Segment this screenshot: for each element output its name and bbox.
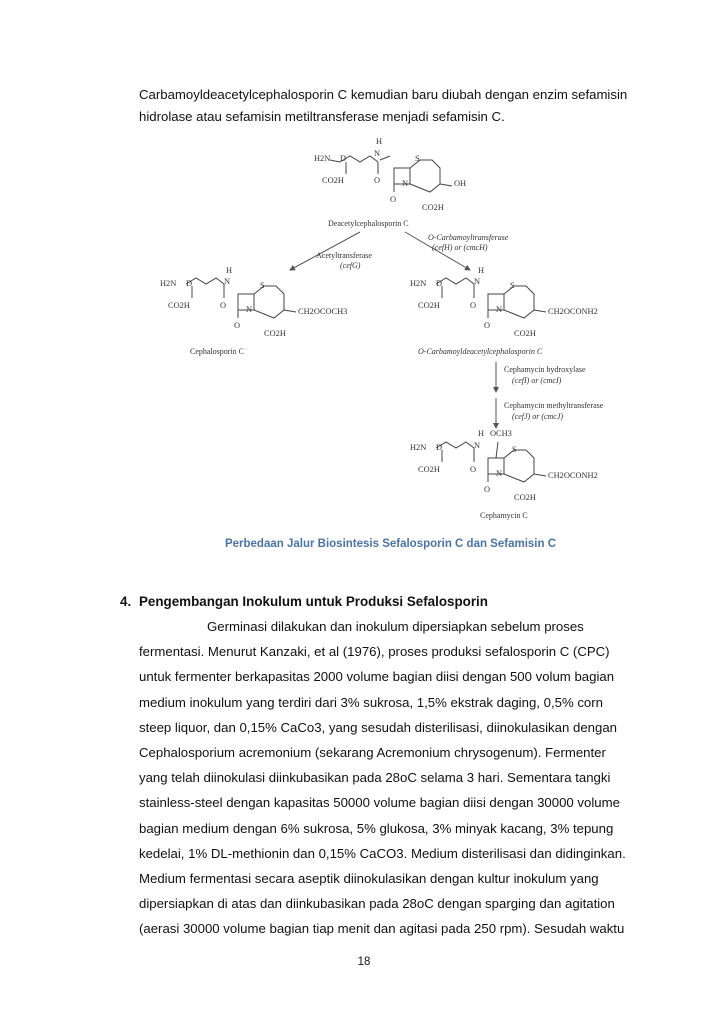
cephamycin-o-lower: O <box>484 485 491 494</box>
carb-n-ring: N <box>496 305 503 314</box>
cephamycin-co2h-lower: CO2H <box>514 493 536 502</box>
body-line-8: stainless-steel dengan kapasitas 50000 volume bagian diisi dengan 30000 volume <box>139 795 620 811</box>
body-line-1: Germinasi dilakukan dan inokulum dipersiapkan sebelum proses <box>207 619 584 634</box>
cephamycin-o: O <box>470 465 477 474</box>
body-line-6: Cephalosporium acremonium (sekarang Acremonium chrysogenum). Fermenter <box>139 745 606 761</box>
enzyme-acetyl-gene: (cefG) <box>340 261 361 270</box>
carb-co2h: CO2H <box>418 301 440 310</box>
deacetyl-name: Deacetylcephalosporin C <box>328 219 409 228</box>
ceph-h2n: H2N <box>160 279 177 288</box>
figure-caption: Perbedaan Jalur Biosintesis Sefalosporin C dan Sefamisin C <box>224 538 557 550</box>
ceph-n-top: N <box>224 277 231 286</box>
enzyme-methyl-name: Cephamycin methyltransferase <box>504 401 604 410</box>
deacetyl-d: D <box>340 154 347 163</box>
body-line-7: yang telah diinokulasi diinkubasikan pada 28oC selama 3 hari. Sementara tangki <box>139 770 611 786</box>
cephamycin-d: D <box>436 443 443 452</box>
intro-line-2: hidrolase atau sefamisin metiltransferase menjadi sefamisin C. <box>139 109 505 124</box>
deacetylcephalosporin-structure <box>330 156 452 192</box>
deacetyl-oh: OH <box>454 179 467 188</box>
cephamycin-s: S <box>512 445 517 454</box>
body-line-5: steep liquor, dan 0,15% CaCo3, yang sesudah disterilisasi, diinokulasikan dengan <box>139 719 617 735</box>
carb-s: S <box>510 281 515 290</box>
deacetyl-co2h-lower: CO2H <box>422 203 444 212</box>
cephamycin-co2h: CO2H <box>418 465 440 474</box>
carb-name: O-Carbamoyldeacetylcephalosporin C <box>418 347 543 356</box>
ceph-d: D <box>186 279 193 288</box>
ceph-name: Cephalosporin C <box>190 347 244 356</box>
deacetyl-o: O <box>374 176 381 185</box>
cephamycin-h: H <box>478 429 485 438</box>
enzyme-carbamoyl-name: O-Carbamoyltransferase <box>428 233 509 242</box>
carb-o-lower: O <box>484 321 491 330</box>
deacetyl-s: S <box>415 154 420 163</box>
body-line-2: fermentasi. Menurut Kanzaki, et al (1976), proses produksi sefalosporin C (CPC) <box>139 644 610 660</box>
biosynthesis-pathway-diagram <box>150 136 620 526</box>
enzyme-acetyl-name: Acetyltransferase <box>316 251 372 260</box>
deacetyl-o-lower: O <box>390 195 397 204</box>
page-number: 18 <box>357 956 371 968</box>
carb-n-top: N <box>474 277 481 286</box>
cephamycin-h2n: H2N <box>410 443 427 452</box>
intro-line-1: Carbamoyldeacetylcephalosporin C kemudian baru diubah dengan enzim sefamisin <box>139 87 628 102</box>
cephamycin-och3: OCH3 <box>490 429 512 438</box>
deacetyl-h2n: H2N <box>314 154 331 163</box>
biosynthesis-figure <box>150 136 620 526</box>
enzyme-hydroxylase-name: Cephamycin hydroxylase <box>504 365 586 374</box>
cephamycin-n-top: N <box>474 441 481 450</box>
enzyme-methyl-gene: (cefJ) or (cmcJ) <box>512 412 564 421</box>
carb-h2n: H2N <box>410 279 427 288</box>
carb-side: CH2OCONH2 <box>548 307 598 316</box>
carb-co2h-lower: CO2H <box>514 329 536 338</box>
ceph-n-ring: N <box>246 305 253 314</box>
carbamoyl-structure <box>436 278 546 318</box>
cephamycin-name: Cephamycin C <box>480 511 528 520</box>
body-line-3: untuk fermenter berkapasitas 2000 volume bagian diisi dengan 500 volum bagian <box>139 669 615 685</box>
body-line-13: (aerasi 30000 volume bagian tiap menit dan agitasi pada 250 rpm). Sesudah waktu <box>139 921 625 937</box>
deacetyl-co2h: CO2H <box>322 176 344 185</box>
intro-paragraph <box>139 84 642 128</box>
ceph-o-lower: O <box>234 321 241 330</box>
carb-o: O <box>470 301 477 310</box>
section-title: Pengembangan Inokulum untuk Produksi Sefalosporin <box>139 594 488 609</box>
ceph-s: S <box>260 281 265 290</box>
body-line-4: medium inokulum yang terdiri dari 3% sukrosa, 1,5% ekstrak daging, 0,5% corn <box>139 694 603 710</box>
carb-h: H <box>478 266 485 275</box>
ceph-side: CH2OCOCH3 <box>298 307 348 316</box>
cephamycin-n-ring: N <box>496 469 503 478</box>
carb-d: D <box>436 279 443 288</box>
section-heading <box>120 594 488 609</box>
deacetyl-h: H <box>376 137 383 146</box>
deacetyl-n-top: N <box>374 149 381 158</box>
body-line-11: Medium fermentasi secara aseptik diinokulasikan dengan kultur inokulum yang <box>139 871 599 887</box>
ceph-co2h-lower: CO2H <box>264 329 286 338</box>
cephamycin-structure <box>436 442 546 482</box>
body-line-9: bagian medium dengan 6% sukrosa, 5% glukosa, 3% minyak kacang, 3% tepung <box>139 820 614 836</box>
ceph-co2h: CO2H <box>168 301 190 310</box>
body-line-10: kedelai, 1% DL-methionin dan 0,15% CaCO3. Medium disterilisasi dan didinginkan. <box>139 845 626 861</box>
body-line-12: dipersiapkan di atas dan diinkubasikan pada 28oC dengan sparging dan agitation <box>139 896 615 912</box>
body-paragraph <box>139 614 642 942</box>
enzyme-hydroxylase-gene: (cefI) or (cmcI) <box>512 376 562 385</box>
ceph-h: H <box>226 266 233 275</box>
cephalosporin-structure <box>186 278 296 318</box>
ceph-o: O <box>220 301 227 310</box>
enzyme-carbamoyl-gene: (cefH) or (cmcH) <box>432 243 488 252</box>
deacetyl-n-ring: N <box>402 179 409 188</box>
cephamycin-side: CH2OCONH2 <box>548 471 598 480</box>
section-number: 4. <box>120 594 132 609</box>
